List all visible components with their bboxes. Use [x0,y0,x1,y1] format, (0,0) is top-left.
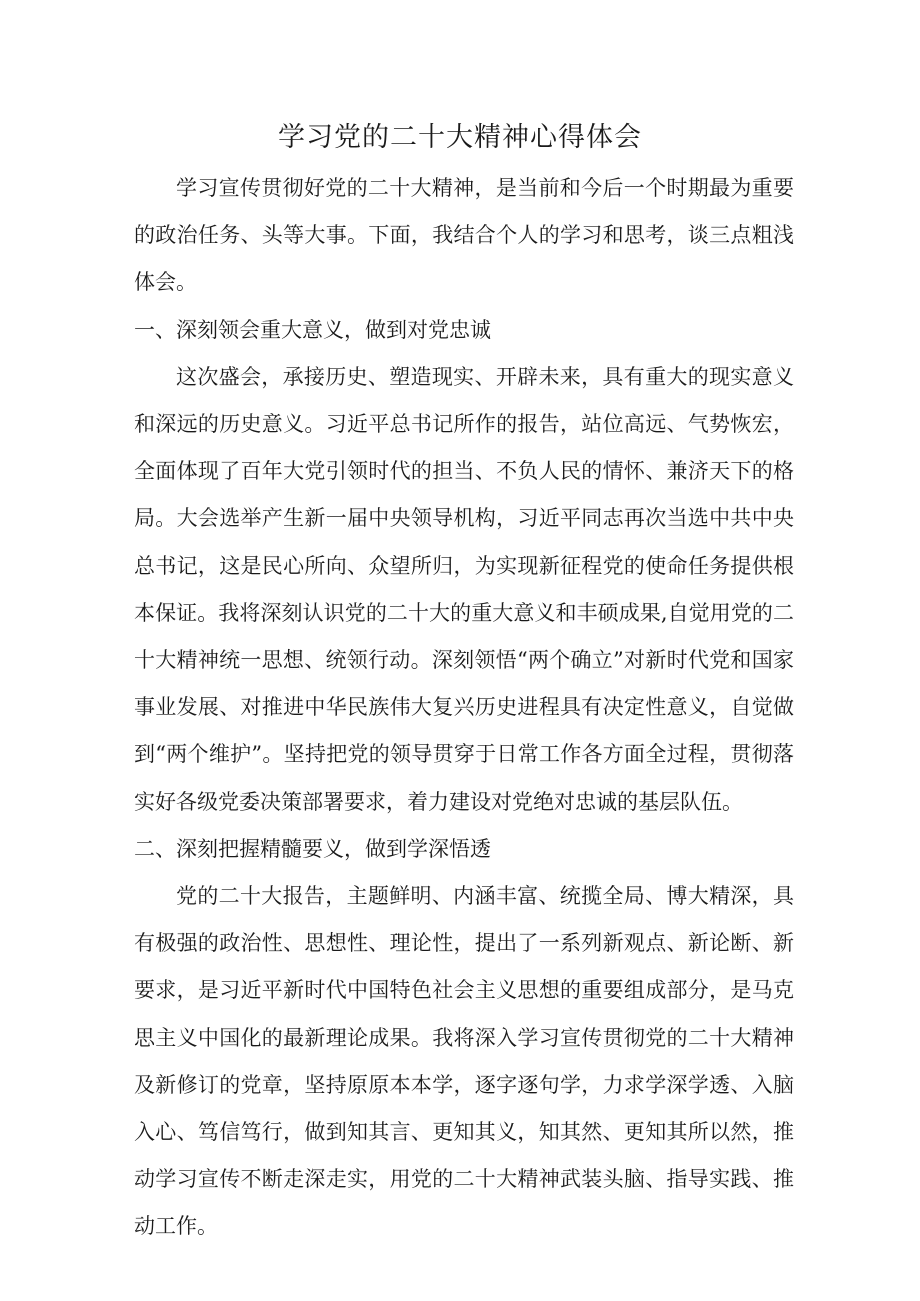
document-body [134,165,794,1251]
section-heading-1: 一、深刻领会重大意义，做到对党忠诚 [134,317,491,342]
section-heading-2: 二、深刻把握精髓要义，做到学深悟透 [134,836,491,861]
intro-paragraph: 学习宣传贯彻好党的二十大精神，是当前和今后一个时期最为重要的政治任务、头等大事。下面，我结合个人的学习和思考，谈三点粗浅体会。 [134,176,794,295]
section-paragraph-2: 党的二十大报告，主题鲜明、内涵丰富、统揽全局、博大精深，具有极强的政治性、思想性、理论性，提出了一系列新观点、新论断、新要求，是习近平新时代中国特色社会主义思想的重要组成部分，是马克思主义中国化的最新理论成果。我将深入学习宣传贯彻党的二十大精神及新修订的党章，坚持原原本本学，逐字逐句学，力求学深学透、入脑入心、笃信笃行，做到知其言、更知其义，知其然、更知其所以然，推动学习宣传不断走深走实，用党的二十大精神武装头脑、指导实践、推动工作。 [134,884,794,1239]
section-paragraph-1: 这次盛会，承接历史、塑造现实、开辟未来，具有重大的现实意义和深远的历史意义。习近平总书记所作的报告，站位高远、气势恢宏，全面体现了百年大党引领时代的担当、不负人民的情怀、兼济天下的格局。大会选举产生新一届中央领导机构，习近平同志再次当选中共中央总书记，这是民心所向、众望所归，为实现新征程党的使命任务提供根本保证。我将深刻认识党的二十大的重大意义和丰硕成果,自觉用党的二十大精神统一思想、统领行动。深刻领悟“两个确立”对新时代党和国家事业发展、对推进中华民族伟大复兴历史进程具有决定性意义，自觉做到“两个维护”。坚持把党的领导贯穿于日常工作各方面全过程，贯彻落实好各级党委决策部署要求，着力建设对党绝对忠诚的基层队伍。 [134,364,794,814]
document-title: 学习党的二十大精神心得体会 [278,122,642,153]
